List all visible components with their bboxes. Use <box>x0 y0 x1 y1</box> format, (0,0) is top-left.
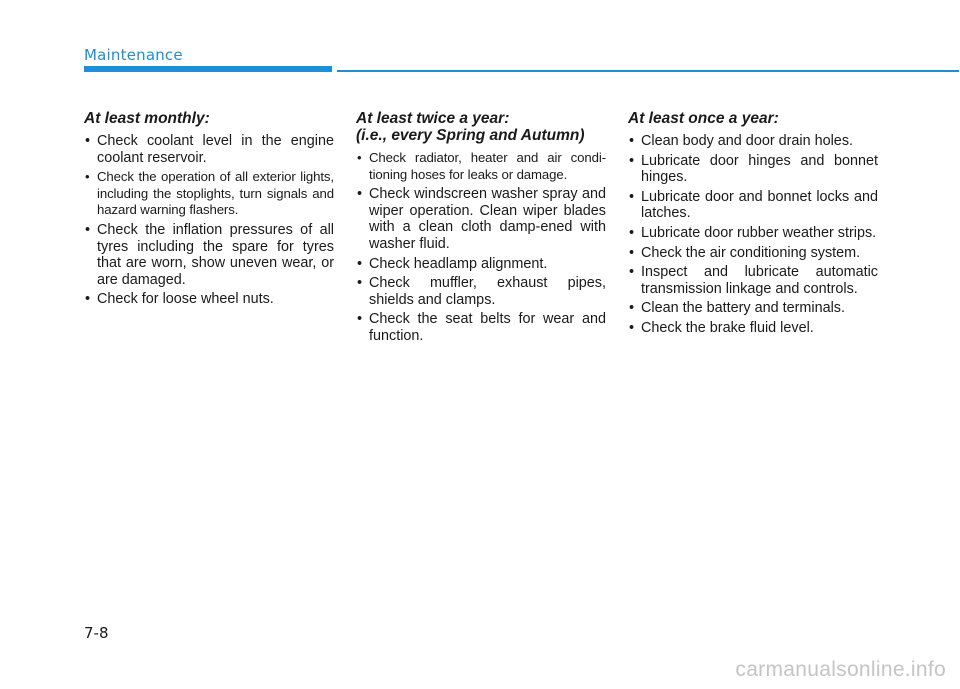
list-item: • Clean the battery and terminals. <box>628 300 878 317</box>
header-rule-thick <box>84 66 332 72</box>
header-rule-thin <box>337 70 959 72</box>
list-item: • Check windscreen washer spray and wiper operation. Clean wiper blades with a clean cloth damp-ened with washer fluid. <box>356 186 606 252</box>
section-title: Maintenance <box>84 46 183 64</box>
heading-line: At least monthly: <box>84 110 210 127</box>
checklist <box>84 133 334 308</box>
checklist <box>356 150 606 345</box>
column-twice-a-year <box>356 110 606 348</box>
column-heading <box>356 110 606 144</box>
heading-line: (i.e., every Spring and Autumn) <box>356 127 585 144</box>
list-item: • Check headlamp alignment. <box>356 256 606 273</box>
list-item: • Check for loose wheel nuts. <box>84 291 334 308</box>
list-item: • Check the inflation pressures of all tyres including the spare for tyres that are worn, show uneven wear, or are damaged. <box>84 222 334 288</box>
checklist <box>628 133 878 337</box>
column-heading <box>628 110 878 127</box>
list-item: • Clean body and door drain holes. <box>628 133 878 150</box>
column-once-a-year <box>628 110 878 340</box>
column-monthly <box>84 110 334 311</box>
list-item: • Check radiator, heater and air condi-tioning hoses for leaks or damage. <box>356 150 606 183</box>
list-item: • Check the brake fluid level. <box>628 320 878 337</box>
page-number: 7-8 <box>84 624 109 642</box>
column-heading <box>84 110 334 127</box>
watermark-text: carmanualsonline.info <box>735 658 946 681</box>
heading-line: At least once a year: <box>628 110 779 127</box>
list-item: • Check the air conditioning system. <box>628 245 878 262</box>
list-item: • Check coolant level in the engine coolant reservoir. <box>84 133 334 166</box>
heading-line: At least twice a year: <box>356 110 510 127</box>
list-item: • Check the seat belts for wear and function. <box>356 311 606 344</box>
list-item: • Lubricate door rubber weather strips. <box>628 225 878 242</box>
list-item: • Check muffler, exhaust pipes, shields and clamps. <box>356 275 606 308</box>
list-item: • Lubricate door and bonnet locks and latches. <box>628 189 878 222</box>
list-item: • Inspect and lubricate automatic transmission linkage and controls. <box>628 264 878 297</box>
list-item: • Check the operation of all exterior lights, including the stoplights, turn signals and hazard warning flashers. <box>84 169 334 219</box>
list-item: • Lubricate door hinges and bonnet hinges. <box>628 153 878 186</box>
